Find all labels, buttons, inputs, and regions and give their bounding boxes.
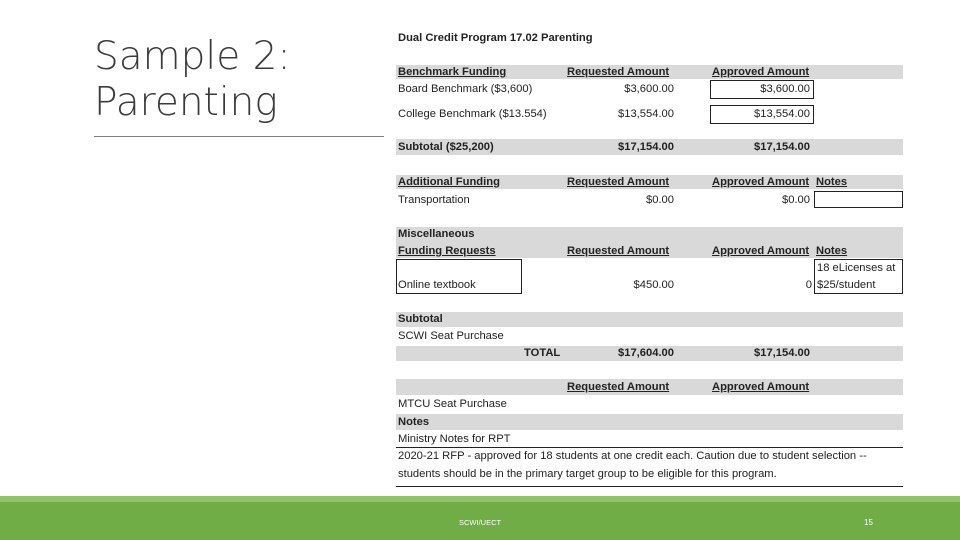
transportation-label: Transportation xyxy=(398,194,470,206)
board-benchmark-approved: $3,600.00 xyxy=(760,83,810,95)
ministry-note-line2: students should be in the primary target group to be eligible for this program. xyxy=(398,468,777,480)
notes-top-border xyxy=(396,447,903,448)
college-benchmark-approved: $13,554.00 xyxy=(754,108,810,120)
subtotal2-row xyxy=(396,312,903,327)
sheet-title: Dual Credit Program 17.02 Parenting xyxy=(398,32,593,44)
page-number: 15 xyxy=(864,518,873,527)
misc-col-approved: Approved Amount xyxy=(712,245,810,257)
notes-header-row xyxy=(396,414,903,430)
additional-col-notes: Notes xyxy=(816,176,848,188)
total-label: TOTAL xyxy=(524,347,561,359)
subtotal-label: Subtotal ($25,200) xyxy=(398,141,494,153)
additional-col-approved: Approved Amount xyxy=(712,176,810,188)
total-requested: $17,604.00 xyxy=(618,347,674,359)
slide-title xyxy=(94,34,384,126)
misc-col-label-line1: Miscellaneous xyxy=(398,228,475,240)
online-textbook-label: Online textbook xyxy=(398,279,476,291)
college-benchmark-requested: $13,554.00 xyxy=(618,108,674,120)
slide-title-line1: Sample 2: xyxy=(94,34,291,79)
additional-col-label: Additional Funding xyxy=(398,176,500,188)
transportation-notes-cell xyxy=(814,191,903,208)
additional-col-requested: Requested Amount xyxy=(567,176,670,188)
notes-bottom-border xyxy=(396,486,903,487)
benchmark-col-label: Benchmark Funding xyxy=(398,66,507,78)
footer-label: SCWI/UECT xyxy=(459,518,502,527)
notes-heading: Notes xyxy=(398,416,430,428)
misc-col-label-line2: Funding Requests xyxy=(398,245,496,257)
transportation-requested: $0.00 xyxy=(646,194,674,206)
title-divider xyxy=(94,136,384,137)
online-textbook-approved: 0 xyxy=(805,279,812,291)
online-textbook-requested: $450.00 xyxy=(633,279,674,291)
ministry-note-line1: 2020-21 RFP - approved for 18 students at one credit each. Caution due to student selection -- xyxy=(398,450,867,462)
mtcu-col-requested: Requested Amount xyxy=(567,381,670,393)
funding-sheet xyxy=(396,28,903,488)
online-textbook-note-line2: $25/student xyxy=(817,279,876,291)
transportation-approved: $0.00 xyxy=(782,194,810,206)
online-textbook-note-line1: 18 eLicenses at xyxy=(817,262,896,274)
board-benchmark-requested: $3,600.00 xyxy=(624,83,674,95)
mtcu-col-approved: Approved Amount xyxy=(712,381,810,393)
subtotal-requested: $17,154.00 xyxy=(618,141,674,153)
scwi-seat-purchase-label: SCWI Seat Purchase xyxy=(398,330,504,342)
slide-title-line2: Parenting xyxy=(94,80,278,125)
ministry-notes-heading: Ministry Notes for RPT xyxy=(398,433,511,445)
total-approved: $17,154.00 xyxy=(754,347,810,359)
college-benchmark-label: College Benchmark ($13.554) xyxy=(398,108,547,120)
misc-col-requested: Requested Amount xyxy=(567,245,670,257)
mtcu-seat-purchase-label: MTCU Seat Purchase xyxy=(398,398,507,410)
benchmark-col-requested: Requested Amount xyxy=(567,66,670,78)
benchmark-col-approved: Approved Amount xyxy=(712,66,810,78)
misc-col-notes: Notes xyxy=(816,245,848,257)
subtotal2-label: Subtotal xyxy=(398,313,443,325)
board-benchmark-label: Board Benchmark ($3,600) xyxy=(398,83,533,95)
subtotal-approved: $17,154.00 xyxy=(754,141,810,153)
